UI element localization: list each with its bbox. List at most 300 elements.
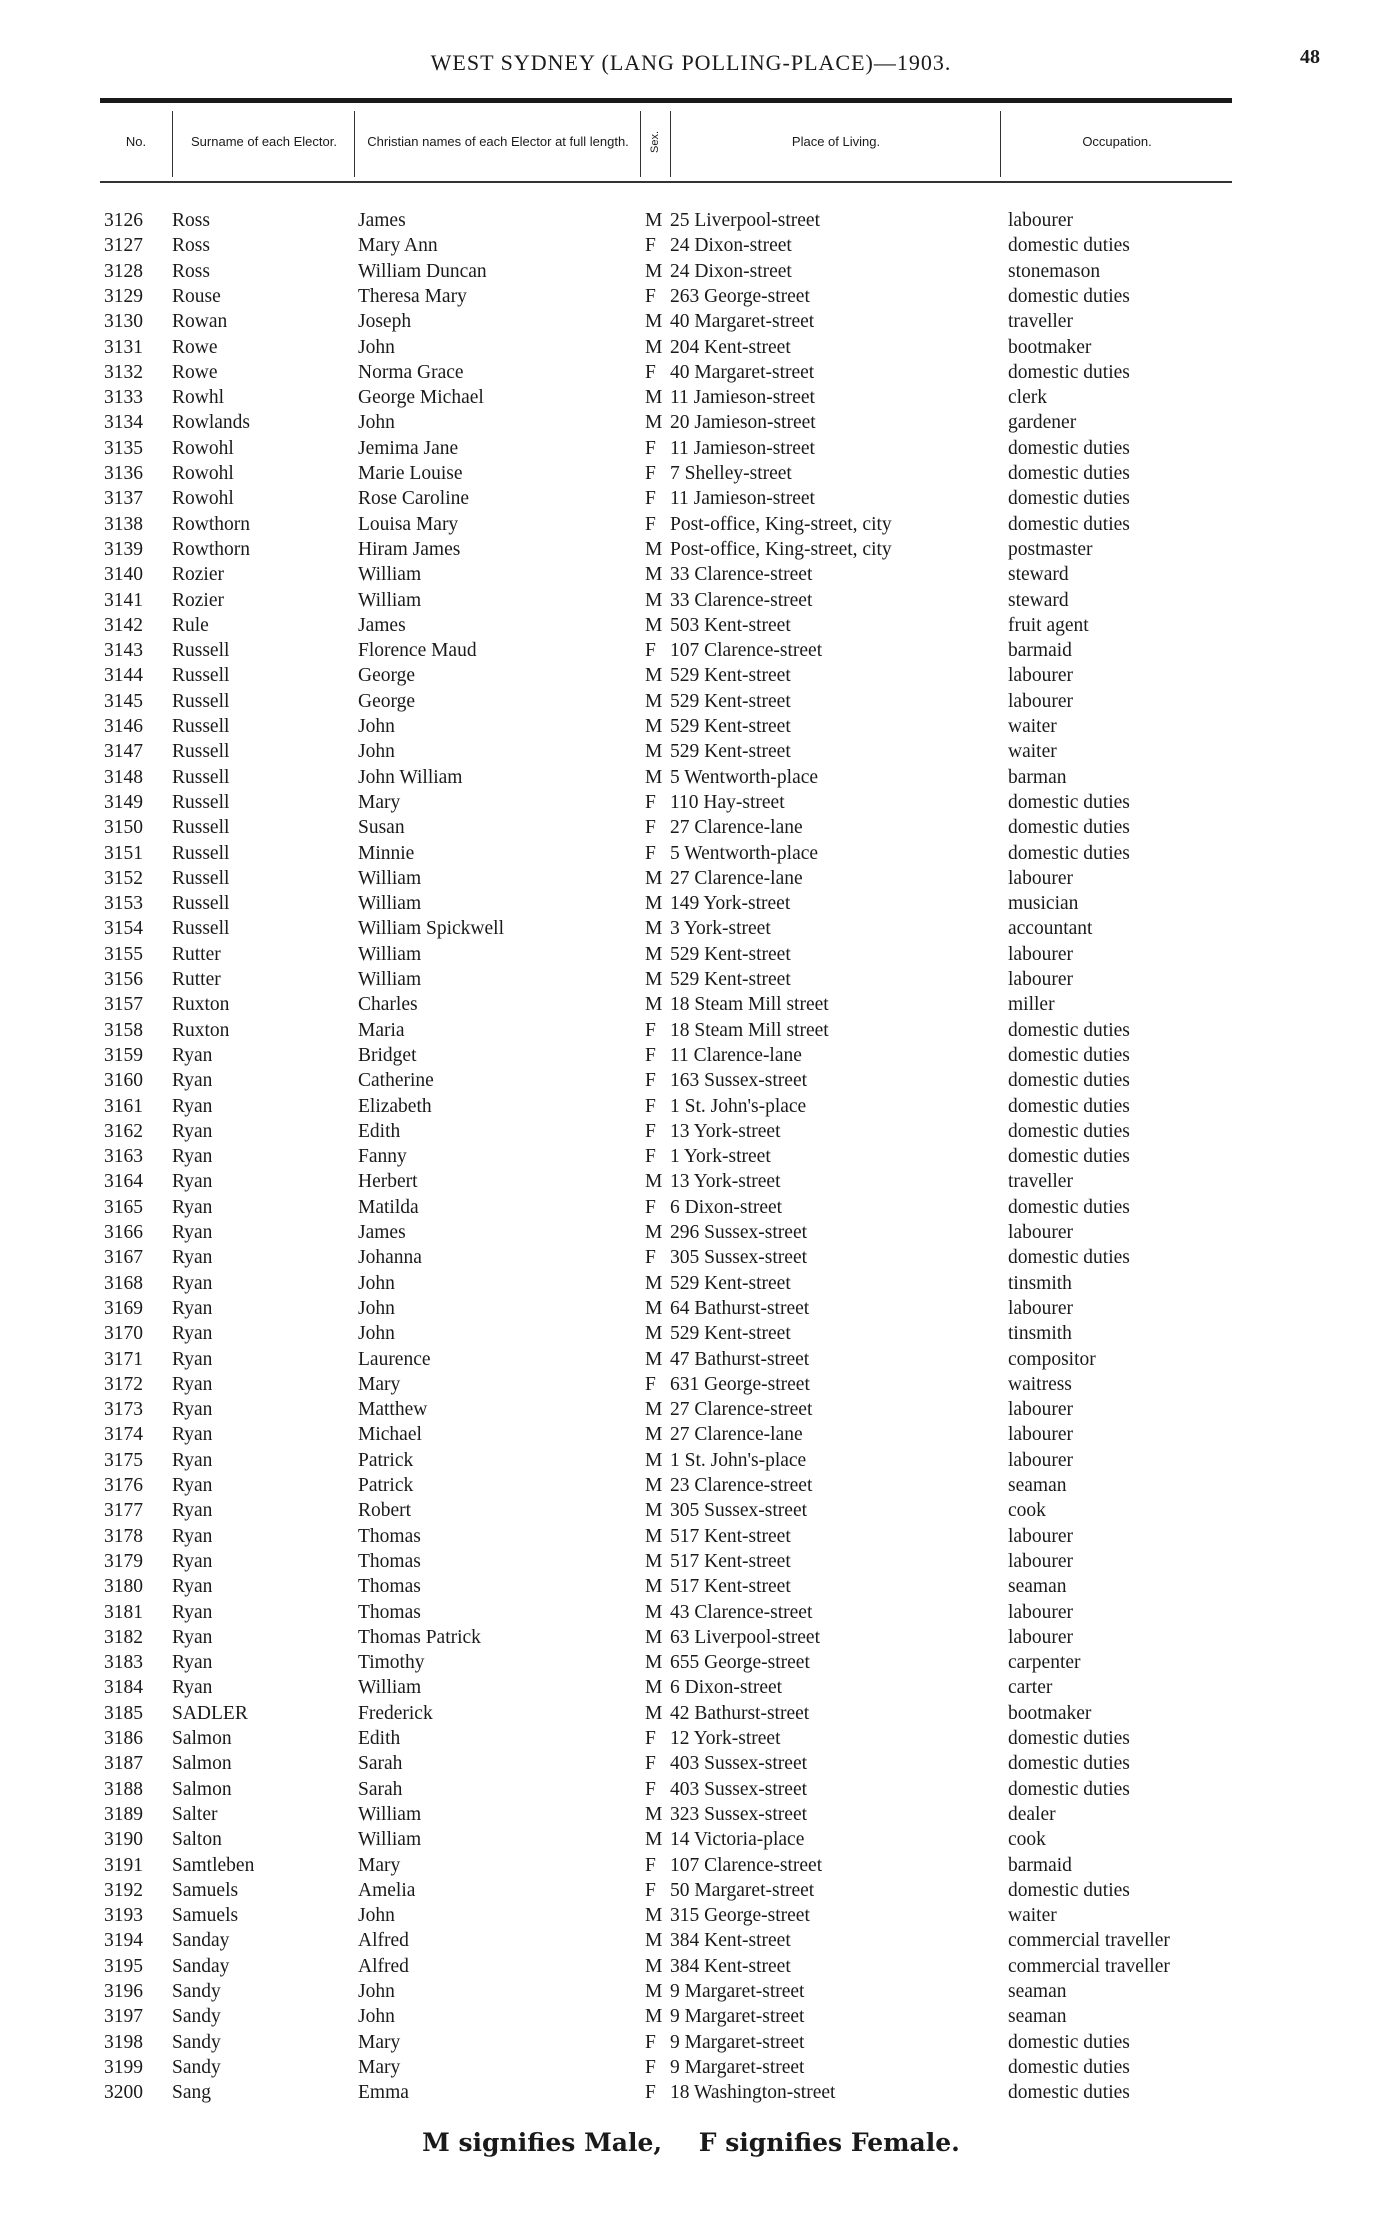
elector-place-of-living: 64 Bathurst-street	[670, 1297, 810, 1319]
table-row	[0, 1650, 1382, 1675]
elector-sex: M	[645, 614, 663, 636]
elector-place-of-living: 529 Kent-street	[670, 690, 791, 712]
elector-occupation: domestic duties	[1008, 1247, 1130, 1269]
elector-place-of-living: 529 Kent-street	[670, 1323, 791, 1345]
elector-surname: Ryan	[172, 1601, 213, 1623]
elector-sex: F	[645, 1728, 656, 1749]
table-row	[0, 1296, 1382, 1321]
elector-occupation: domestic duties	[1008, 1728, 1130, 1749]
elector-surname: Ruxton	[172, 994, 230, 1016]
elector-christian-names: John	[358, 716, 395, 737]
elector-sex: M	[645, 1981, 663, 2002]
table-row	[0, 2055, 1382, 2080]
elector-number: 3198	[104, 2031, 143, 2053]
elector-surname: Ryan	[172, 1095, 213, 1117]
elector-number: 3165	[104, 1196, 143, 1218]
table-row	[0, 613, 1382, 638]
elector-place-of-living: 24 Dixon-street	[670, 260, 792, 282]
column-divider	[172, 111, 173, 177]
table-row	[0, 1397, 1382, 1422]
elector-occupation: dealer	[1008, 1803, 1056, 1825]
table-row	[0, 891, 1382, 916]
elector-surname: Ryan	[172, 1196, 213, 1218]
elector-surname: Ross	[172, 260, 210, 282]
elector-surname: Sandy	[172, 2006, 221, 2028]
elector-surname: Russell	[172, 741, 230, 763]
elector-christian-names: Florence Maud	[358, 640, 477, 662]
elector-sex: M	[645, 741, 663, 763]
elector-occupation: traveller	[1008, 1171, 1073, 1193]
elector-number: 3167	[104, 1247, 143, 1269]
elector-occupation: barmaid	[1008, 640, 1072, 662]
elector-sex: M	[645, 969, 663, 990]
elector-christian-names: James	[358, 1222, 406, 1243]
table-row	[0, 967, 1382, 992]
elector-sex: F	[645, 1778, 656, 1800]
elector-christian-names: Matilda	[358, 1196, 419, 1218]
elector-occupation: domestic duties	[1008, 1044, 1130, 1066]
elector-christian-names: Michael	[358, 1424, 422, 1446]
elector-number: 3172	[104, 1373, 143, 1395]
table-row	[0, 1600, 1382, 1625]
footer-female-note: F signifies Female.	[698, 2128, 960, 2157]
elector-number: 3193	[104, 1905, 143, 1927]
table-row	[0, 1625, 1382, 1650]
elector-number: 3199	[104, 2056, 143, 2078]
elector-christian-names: Norma Grace	[358, 361, 464, 383]
elector-sex: M	[645, 1652, 663, 1674]
elector-christian-names: John	[358, 336, 395, 358]
elector-number: 3128	[104, 260, 143, 282]
elector-sex: M	[645, 943, 663, 965]
elector-number: 3191	[104, 1854, 143, 1876]
elector-christian-names: Mary Ann	[358, 235, 438, 257]
column-header-occupation: Occupation.	[1082, 134, 1152, 149]
elector-surname: Russell	[172, 640, 230, 662]
elector-number: 3138	[104, 513, 143, 535]
elector-number: 3162	[104, 1120, 143, 1142]
page-number: 48	[1300, 46, 1320, 68]
elector-sex: M	[645, 260, 663, 282]
elector-surname: Russell	[172, 716, 230, 737]
elector-christian-names: William Spickwell	[358, 918, 504, 940]
elector-occupation: labourer	[1008, 210, 1073, 231]
elector-surname: Rowe	[172, 361, 218, 383]
elector-occupation: domestic duties	[1008, 463, 1130, 484]
elector-place-of-living: 655 George-street	[670, 1652, 810, 1674]
elector-sex: M	[645, 1272, 663, 1294]
elector-surname: Rowohl	[172, 488, 234, 510]
elector-place-of-living: 517 Kent-street	[670, 1576, 791, 1598]
elector-sex: F	[645, 842, 656, 864]
elector-number: 3185	[104, 1702, 143, 1724]
elector-christian-names: William	[358, 564, 422, 586]
elector-christian-names: John	[358, 1323, 395, 1345]
elector-place-of-living: 27 Clarence-lane	[670, 1424, 803, 1446]
elector-surname: Ryan	[172, 1677, 213, 1699]
elector-occupation: domestic duties	[1008, 513, 1130, 535]
elector-sex: M	[645, 538, 663, 560]
column-header-place: Place of Living.	[791, 134, 881, 149]
column-divider	[670, 111, 671, 177]
elector-number: 3200	[104, 2082, 143, 2104]
elector-sex: M	[645, 1550, 663, 1572]
elector-place-of-living: 529 Kent-street	[670, 943, 791, 965]
elector-place-of-living: 25 Liverpool-street	[670, 210, 820, 231]
elector-surname: Ruxton	[172, 1019, 230, 1041]
elector-sex: M	[645, 893, 663, 915]
elector-christian-names: James	[358, 210, 406, 231]
elector-place-of-living: 149 York-street	[670, 893, 791, 915]
elector-place-of-living: 24 Dixon-street	[670, 235, 792, 257]
elector-surname: Ryan	[172, 1475, 213, 1496]
table-row	[0, 1271, 1382, 1296]
elector-occupation: gardener	[1008, 412, 1077, 434]
elector-occupation: domestic duties	[1008, 361, 1130, 383]
elector-number: 3137	[104, 488, 143, 510]
elector-sex: M	[645, 1829, 663, 1851]
elector-place-of-living: 403 Sussex-street	[670, 1778, 808, 1800]
elector-sex: F	[645, 1070, 656, 1092]
elector-number: 3154	[104, 918, 143, 940]
elector-sex: M	[645, 336, 663, 358]
elector-number: 3161	[104, 1095, 143, 1117]
table-row	[0, 436, 1382, 461]
elector-number: 3182	[104, 1626, 143, 1648]
elector-christian-names: John	[358, 412, 395, 434]
elector-place-of-living: 20 Jamieson-street	[670, 412, 816, 434]
elector-occupation: domestic duties	[1008, 1019, 1130, 1041]
elector-number: 3157	[104, 994, 143, 1016]
elector-occupation: labourer	[1008, 1222, 1073, 1243]
table-row	[0, 1954, 1382, 1979]
elector-sex: M	[645, 1297, 663, 1319]
elector-number: 3133	[104, 387, 143, 409]
elector-sex: M	[645, 766, 663, 788]
elector-surname: Sang	[172, 2082, 211, 2104]
elector-christian-names: Thomas	[358, 1525, 421, 1547]
elector-sex: F	[645, 1095, 656, 1117]
elector-sex: F	[645, 463, 656, 484]
elector-surname: Samuels	[172, 1879, 239, 1901]
elector-surname: Russell	[172, 766, 230, 788]
elector-place-of-living: 263 George-street	[670, 285, 810, 307]
elector-number: 3176	[104, 1475, 143, 1496]
elector-surname: Ryan	[172, 1449, 213, 1471]
elector-place-of-living: 529 Kent-street	[670, 665, 791, 687]
elector-sex: M	[645, 1803, 663, 1825]
table-row	[0, 1549, 1382, 1574]
elector-christian-names: William	[358, 589, 422, 611]
table-row	[0, 1068, 1382, 1093]
elector-sex: M	[645, 1323, 663, 1345]
elector-occupation: stonemason	[1008, 260, 1101, 282]
elector-occupation: labourer	[1008, 1424, 1073, 1446]
elector-number: 3179	[104, 1550, 143, 1572]
elector-place-of-living: 23 Clarence-street	[670, 1475, 813, 1496]
elector-occupation: domestic duties	[1008, 1753, 1130, 1775]
elector-surname: Ryan	[172, 1120, 213, 1142]
column-divider	[354, 111, 355, 177]
elector-sex: M	[645, 1500, 663, 1522]
elector-surname: Rowlands	[172, 412, 250, 434]
table-row	[0, 2080, 1382, 2105]
table-row	[0, 1321, 1382, 1346]
table-row	[0, 1524, 1382, 1549]
elector-occupation: bootmaker	[1008, 336, 1092, 358]
elector-occupation: seaman	[1008, 1981, 1067, 2002]
elector-christian-names: Thomas	[358, 1550, 421, 1572]
elector-number: 3131	[104, 336, 143, 358]
elector-occupation: labourer	[1008, 1399, 1073, 1421]
elector-christian-names: Thomas	[358, 1576, 421, 1598]
elector-number: 3180	[104, 1576, 143, 1598]
elector-number: 3197	[104, 2006, 143, 2028]
table-row	[0, 1094, 1382, 1119]
elector-surname: Rowthorn	[172, 513, 250, 535]
elector-number: 3126	[104, 210, 143, 231]
elector-number: 3192	[104, 1879, 143, 1901]
elector-sex: M	[645, 1626, 663, 1648]
table-row	[0, 866, 1382, 891]
elector-surname: Ryan	[172, 1323, 213, 1345]
elector-number: 3147	[104, 741, 143, 763]
elector-occupation: domestic duties	[1008, 1070, 1130, 1092]
elector-surname: Salmon	[172, 1728, 232, 1749]
elector-number: 3171	[104, 1348, 143, 1370]
elector-sex: F	[645, 513, 656, 535]
elector-surname: Ryan	[172, 1247, 213, 1269]
elector-surname: Rozier	[172, 589, 224, 611]
elector-surname: Russell	[172, 791, 230, 813]
elector-sex: F	[645, 1753, 656, 1775]
elector-christian-names: Timothy	[358, 1652, 425, 1674]
elector-place-of-living: 18 Steam Mill street	[670, 1019, 829, 1041]
elector-number: 3150	[104, 817, 143, 839]
table-row	[0, 588, 1382, 613]
elector-christian-names: William	[358, 1829, 422, 1851]
elector-place-of-living: 11 Clarence-lane	[670, 1044, 802, 1066]
elector-christian-names: Maria	[358, 1019, 405, 1041]
elector-occupation: barman	[1008, 766, 1067, 788]
table-row	[0, 815, 1382, 840]
table-row	[0, 208, 1382, 233]
elector-number: 3160	[104, 1070, 143, 1092]
elector-occupation: musician	[1008, 893, 1079, 915]
elector-occupation: labourer	[1008, 690, 1073, 712]
elector-christian-names: Fanny	[358, 1146, 407, 1168]
elector-place-of-living: 40 Margaret-street	[670, 311, 815, 333]
elector-sex: M	[645, 412, 663, 434]
elector-place-of-living: 529 Kent-street	[670, 1272, 791, 1294]
elector-sex: M	[645, 589, 663, 611]
elector-place-of-living: 47 Bathurst-street	[670, 1348, 810, 1370]
elector-christian-names: Herbert	[358, 1171, 418, 1193]
elector-occupation: labourer	[1008, 969, 1073, 990]
elector-sex: F	[645, 235, 656, 257]
elector-occupation: seaman	[1008, 1475, 1067, 1496]
elector-occupation: waiter	[1008, 716, 1057, 737]
elector-number: 3169	[104, 1297, 143, 1319]
elector-sex: F	[645, 1247, 656, 1269]
elector-place-of-living: 13 York-street	[670, 1171, 781, 1193]
elector-number: 3159	[104, 1044, 143, 1066]
elector-place-of-living: 503 Kent-street	[670, 614, 791, 636]
elector-occupation: seaman	[1008, 1576, 1067, 1598]
elector-occupation: labourer	[1008, 1525, 1073, 1547]
elector-surname: Rouse	[172, 285, 221, 307]
table-row	[0, 714, 1382, 739]
elector-christian-names: Edith	[358, 1728, 401, 1749]
elector-surname: Sanday	[172, 1955, 230, 1977]
elector-sex: F	[645, 361, 656, 383]
elector-christian-names: Emma	[358, 2082, 409, 2104]
elector-place-of-living: 517 Kent-street	[670, 1525, 791, 1547]
elector-surname: Ryan	[172, 1500, 213, 1522]
elector-surname: Ryan	[172, 1297, 213, 1319]
table-row	[0, 512, 1382, 537]
table-row	[0, 1448, 1382, 1473]
elector-number: 3177	[104, 1500, 143, 1522]
elector-surname: Rutter	[172, 969, 221, 990]
table-row	[0, 638, 1382, 663]
table-row	[0, 1043, 1382, 1068]
elector-occupation: cook	[1008, 1829, 1046, 1851]
elector-surname: Salton	[172, 1829, 222, 1851]
footer-male-note: M signifies Male,	[422, 2128, 663, 2157]
elector-number: 3194	[104, 1930, 143, 1952]
elector-surname: Ryan	[172, 1626, 213, 1648]
elector-number: 3135	[104, 437, 143, 459]
elector-sex: M	[645, 210, 663, 231]
elector-christian-names: William	[358, 1677, 422, 1699]
elector-christian-names: Catherine	[358, 1070, 434, 1092]
elector-number: 3127	[104, 235, 143, 257]
elector-surname: Ryan	[172, 1070, 213, 1092]
table-row	[0, 1347, 1382, 1372]
elector-christian-names: Sarah	[358, 1778, 403, 1800]
elector-occupation: labourer	[1008, 1550, 1073, 1572]
elector-christian-names: Susan	[358, 817, 405, 839]
table-row	[0, 1372, 1382, 1397]
elector-christian-names: Mary	[358, 1854, 401, 1876]
elector-place-of-living: 18 Steam Mill street	[670, 994, 829, 1016]
elector-sex: M	[645, 387, 663, 409]
elector-surname: Russell	[172, 690, 230, 712]
elector-place-of-living: 43 Clarence-street	[670, 1601, 813, 1623]
elector-place-of-living: 9 Margaret-street	[670, 2006, 805, 2028]
elector-sex: M	[645, 1702, 663, 1724]
elector-christian-names: William	[358, 943, 422, 965]
elector-place-of-living: 11 Jamieson-street	[670, 488, 815, 510]
elector-number: 3151	[104, 842, 143, 864]
table-row	[0, 689, 1382, 714]
elector-surname: Rowan	[172, 311, 228, 333]
elector-christian-names: William Duncan	[358, 260, 487, 282]
elector-occupation: labourer	[1008, 943, 1073, 965]
elector-sex: F	[645, 1196, 656, 1218]
elector-place-of-living: 27 Clarence-lane	[670, 817, 803, 839]
table-row	[0, 1751, 1382, 1776]
elector-sex: F	[645, 1120, 656, 1142]
elector-christian-names: Johanna	[358, 1247, 422, 1269]
column-header-christian-names: Christian names of each Elector at full length.	[367, 134, 629, 149]
elector-surname: Ryan	[172, 1146, 213, 1168]
elector-christian-names: John	[358, 1272, 395, 1294]
table-row	[0, 1777, 1382, 1802]
table-row	[0, 1422, 1382, 1447]
elector-sex: F	[645, 817, 656, 839]
elector-occupation: seaman	[1008, 2006, 1067, 2028]
elector-sex: M	[645, 1171, 663, 1193]
column-header-surname: Surname of each Elector.	[191, 134, 337, 149]
elector-surname: Sandy	[172, 2056, 221, 2078]
elector-sex: F	[645, 1373, 656, 1395]
elector-occupation: commercial traveller	[1008, 1930, 1170, 1952]
elector-occupation: steward	[1008, 564, 1069, 586]
elector-christian-names: John	[358, 1981, 395, 2002]
table-row	[0, 1928, 1382, 1953]
elector-christian-names: Edith	[358, 1120, 401, 1142]
elector-christian-names: Minnie	[358, 842, 415, 864]
table-row	[0, 1245, 1382, 1270]
table-row	[0, 1726, 1382, 1751]
table-row	[0, 916, 1382, 941]
elector-place-of-living: 5 Wentworth-place	[670, 842, 819, 864]
table-row	[0, 1574, 1382, 1599]
elector-occupation: waiter	[1008, 1905, 1057, 1927]
elector-sex: M	[645, 2006, 663, 2028]
elector-sex: M	[645, 1424, 663, 1446]
elector-occupation: labourer	[1008, 1626, 1073, 1648]
elector-christian-names: Alfred	[358, 1955, 409, 1977]
elector-place-of-living: 9 Margaret-street	[670, 2031, 805, 2053]
elector-christian-names: Robert	[358, 1500, 412, 1522]
elector-number: 3166	[104, 1222, 143, 1243]
table-row	[0, 1195, 1382, 1220]
elector-christian-names: Bridget	[358, 1044, 417, 1066]
elector-occupation: domestic duties	[1008, 791, 1130, 813]
elector-christian-names: Theresa Mary	[358, 285, 467, 307]
elector-surname: Ryan	[172, 1550, 213, 1572]
elector-place-of-living: 305 Sussex-street	[670, 1500, 808, 1522]
elector-christian-names: Mary	[358, 2031, 401, 2053]
elector-occupation: traveller	[1008, 311, 1073, 333]
elector-number: 3196	[104, 1981, 143, 2002]
table-row	[0, 1018, 1382, 1043]
elector-sex: F	[645, 640, 656, 662]
elector-occupation: tinsmith	[1008, 1323, 1072, 1345]
elector-place-of-living: 631 George-street	[670, 1373, 810, 1395]
elector-christian-names: Matthew	[358, 1399, 428, 1421]
elector-number: 3146	[104, 716, 143, 737]
elector-place-of-living: 50 Margaret-street	[670, 1879, 815, 1901]
elector-place-of-living: 6 Dixon-street	[670, 1677, 783, 1699]
table-row	[0, 663, 1382, 688]
elector-place-of-living: 7 Shelley-street	[670, 463, 792, 484]
elector-number: 3174	[104, 1424, 143, 1446]
elector-occupation: carter	[1008, 1677, 1053, 1699]
elector-number: 3188	[104, 1778, 143, 1800]
elector-place-of-living: 384 Kent-street	[670, 1930, 791, 1952]
elector-occupation: carpenter	[1008, 1652, 1081, 1674]
table-row	[0, 309, 1382, 334]
elector-place-of-living: 323 Sussex-street	[670, 1803, 808, 1825]
elector-occupation: compositor	[1008, 1348, 1096, 1370]
table-row	[0, 335, 1382, 360]
elector-number: 3152	[104, 867, 143, 889]
elector-sex: M	[645, 690, 663, 712]
